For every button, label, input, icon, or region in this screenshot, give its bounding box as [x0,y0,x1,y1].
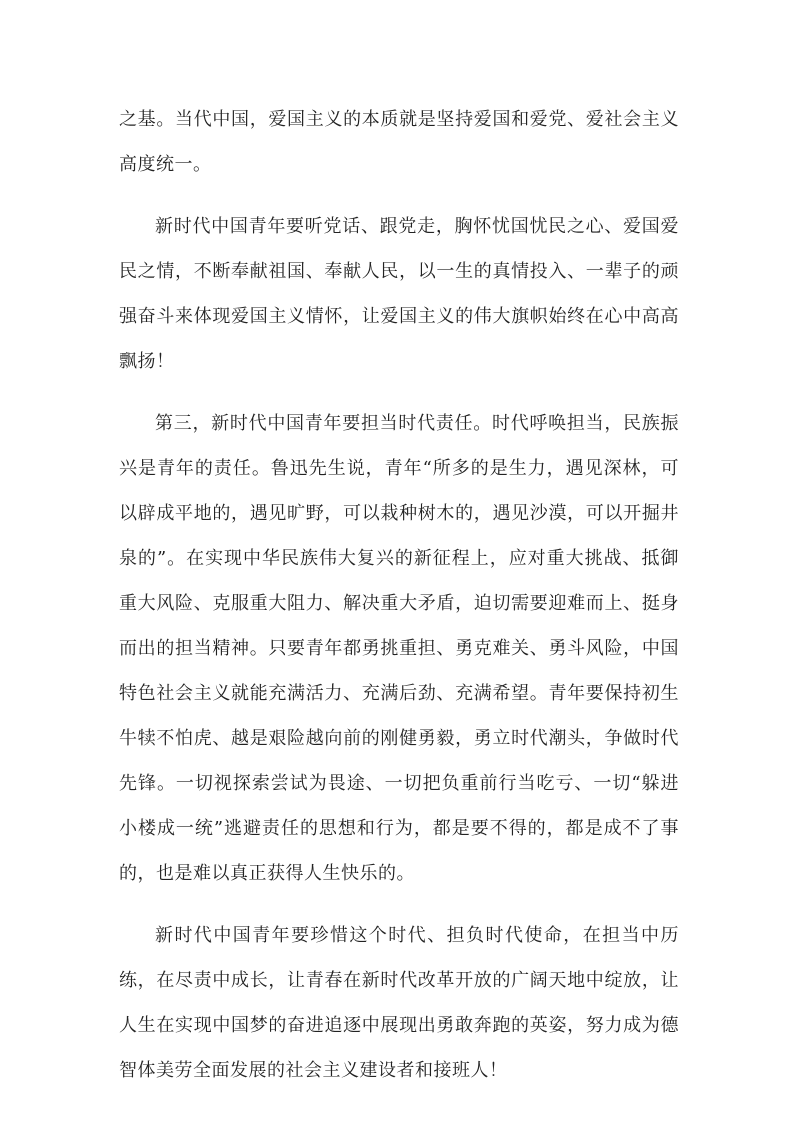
paragraph-responsibility: 第三，新时代中国青年要担当时代责任。时代呼唤担当，民族振兴是青年的责任。鲁迅先生说，青年“所多的是生力，遇见深林，可以辟成平地的，遇见旷野，可以栽种树木的，遇见沙漠，可以开掘井泉的”。在实现中华民族伟大复兴的新征程上，应对重大挑战、抵御重大风险、克服重大阻力、解决重大矛盾，迫切需要迎难而上、挺身而出的担当精神。只要青年都勇挑重担、勇克难关、勇斗风险，中国特色社会主义就能充满活力、充满后劲、充满希望。青年要保持初生牛犊不怕虎、越是艰险越向前的刚健勇毅，勇立时代潮头，争做时代先锋。一切视探索尝试为畏途、一切把负重前行当吃亏、一切“躲进小楼成一统”逃避责任的思想和行为，都是要不得的，都是成不了事的，也是难以真正获得人生快乐的。 [119,413,679,884]
paragraph-patriotism: 新时代中国青年要听党话、跟党走，胸怀忧国忧民之心、爱国爱民之情，不断奉献祖国、奉献人民，以一生的真情投入、一辈子的顽强奋斗来体现爱国主义情怀，让爱国主义的伟大旗帜始终在心中高高飘扬！ [119,216,679,372]
paragraph-mission: 新时代中国青年要珍惜这个时代、担负时代使命，在担当中历练，在尽责中成长，让青春在新时代改革开放的广阔天地中绽放，让人生在实现中国梦的奋进追逐中展现出勇敢奔跑的英姿，努力成为德智体美劳全面发展的社会主义建设者和接班人！ [119,925,679,1081]
document-page [119,97,679,1110]
paragraph-continuation: 之基。当代中国，爱国主义的本质就是坚持爱国和爱党、爱社会主义高度统一。 [119,109,679,175]
